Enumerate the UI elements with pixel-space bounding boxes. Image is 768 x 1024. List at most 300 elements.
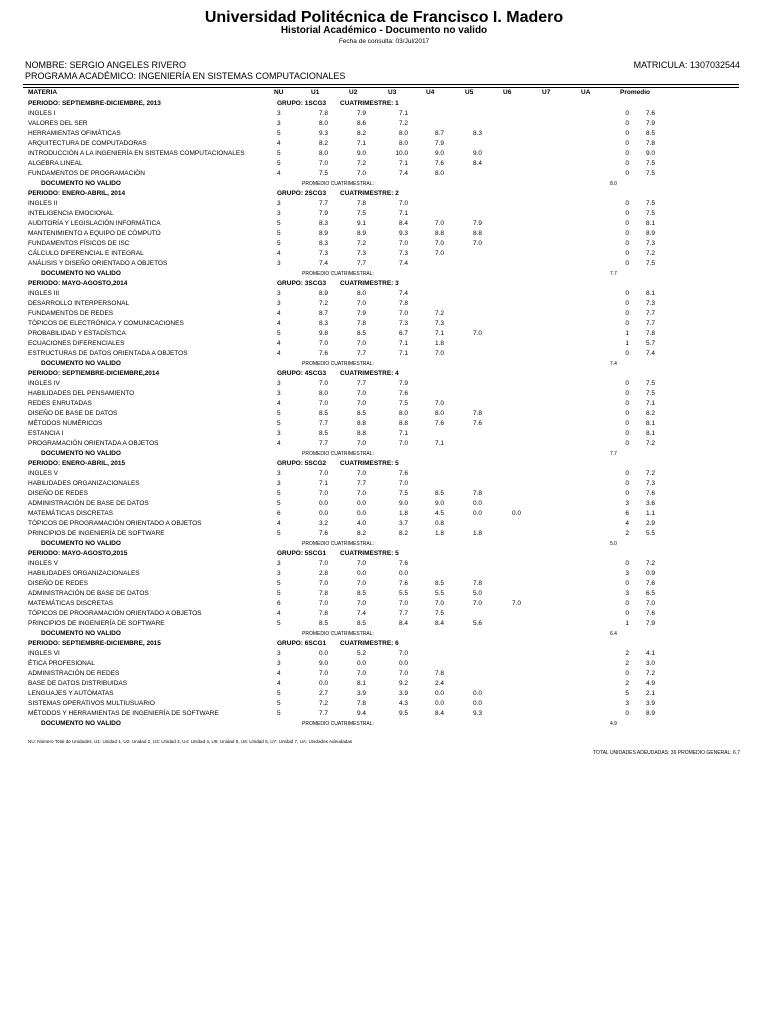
subject-row — [0, 439, 768, 449]
grade-u2: 7.7 — [356, 260, 366, 267]
grade-u2: 0.0 — [356, 500, 366, 507]
subject-row — [0, 499, 768, 509]
units-owed: 0 — [625, 440, 629, 447]
grade-u3: 7.0 — [398, 240, 408, 247]
subject-row — [0, 569, 768, 579]
subject-row — [0, 259, 768, 269]
grade-u1: 7.7 — [318, 420, 328, 427]
grade-u3: 7.7 — [398, 610, 408, 617]
promedio-cuatrimestral-label: PROMEDIO CUATRIMESTRAL: — [302, 541, 374, 547]
grade-u3: 0.0 — [398, 570, 408, 577]
grade-u3: 7.0 — [398, 200, 408, 207]
grade-u3: 7.1 — [398, 350, 408, 357]
units-total: 4 — [277, 350, 281, 357]
units-owed: 1 — [625, 330, 629, 337]
grade-u3: 8.0 — [398, 130, 408, 137]
units-total: 4 — [277, 520, 281, 527]
grade-u3: 7.3 — [398, 320, 408, 327]
units-owed: 2 — [625, 530, 629, 537]
units-total: 5 — [277, 590, 281, 597]
promedio-cuatrimestral-label: PROMEDIO CUATRIMESTRAL: — [302, 361, 374, 367]
units-total: 5 — [277, 500, 281, 507]
subject-row — [0, 219, 768, 229]
subject-average: 3.6 — [646, 500, 656, 507]
subject-row — [0, 679, 768, 689]
totals-summary: TOTAL UNIDADES ADEUDADAS: 36 PROMEDIO GENERAL: 6.7 — [593, 750, 740, 756]
subject-average: 7.0 — [646, 600, 656, 607]
grade-u3: 7.0 — [398, 670, 408, 677]
subject-row — [0, 609, 768, 619]
units-total: 3 — [277, 650, 281, 657]
promedio-cuatrimestral-value: 7.4 — [610, 361, 617, 367]
units-owed: 1 — [625, 340, 629, 347]
grade-u1: 7.1 — [318, 480, 328, 487]
subject-name: FUNDAMENTOS DE REDES — [28, 310, 114, 317]
units-owed: 0 — [625, 560, 629, 567]
units-owed: 3 — [625, 700, 629, 707]
subject-name: SISTEMAS OPERATIVOS MULTIUSUARIO — [28, 700, 155, 707]
units-owed: 0 — [625, 430, 629, 437]
promedio-cuatrimestral-value: 8.0 — [610, 181, 617, 187]
units-total: 5 — [277, 150, 281, 157]
grade-u4: 7.0 — [434, 250, 444, 257]
subject-average: 7.5 — [646, 210, 656, 217]
subject-row — [0, 289, 768, 299]
subject-row — [0, 429, 768, 439]
grade-u2: 7.9 — [356, 310, 366, 317]
subject-name: INGLES V — [28, 560, 58, 567]
grade-u4: 1.8 — [434, 530, 444, 537]
units-total: 6 — [277, 510, 281, 517]
subject-row — [0, 339, 768, 349]
period-label: PERIODO: SEPTIEMBRE-DICIEMBRE,2014 — [28, 370, 160, 377]
grade-u3: 6.7 — [398, 330, 408, 337]
grade-u5: 7.8 — [472, 490, 482, 497]
grade-u1: 8.5 — [318, 430, 328, 437]
subject-row — [0, 709, 768, 719]
subject-average: 3.9 — [646, 700, 656, 707]
grade-u2: 7.0 — [356, 170, 366, 177]
grade-u5: 7.9 — [472, 220, 482, 227]
subject-average: 7.5 — [646, 160, 656, 167]
subject-row — [0, 139, 768, 149]
grade-u4: 8.4 — [434, 710, 444, 717]
units-total: 5 — [277, 490, 281, 497]
subject-row — [0, 209, 768, 219]
grade-u1: 9.3 — [318, 130, 328, 137]
grade-u2: 7.7 — [356, 380, 366, 387]
grade-u2: 7.8 — [356, 700, 366, 707]
period-header — [0, 279, 768, 289]
group-label: GRUPO: 5SCG1 — [277, 550, 327, 557]
units-total: 5 — [277, 240, 281, 247]
grade-u2: 7.2 — [356, 160, 366, 167]
units-total: 4 — [277, 250, 281, 257]
subject-row — [0, 489, 768, 499]
grade-u1: 7.8 — [318, 610, 328, 617]
grade-u3: 7.6 — [398, 560, 408, 567]
grade-u1: 7.0 — [318, 600, 328, 607]
units-owed: 0 — [625, 420, 629, 427]
legend-footnote: NU: Número Total de Unidades, U1: Unidad 1, U2: Unidad 2, U3: Unidad 3, U4: Unidad 4, U5: Unidad 5, U6: Unidad 6, U7: Unidad 7, UA: Unidades Adeudadas — [28, 739, 353, 744]
grade-u1: 7.8 — [318, 110, 328, 117]
grade-u2: 0.0 — [356, 510, 366, 517]
subject-name: MATEMÁTICAS DISCRETAS — [28, 510, 113, 517]
period-header — [0, 459, 768, 469]
units-total: 4 — [277, 680, 281, 687]
grade-u3: 9.2 — [398, 680, 408, 687]
subject-name: ANÁLISIS Y DISEÑO ORIENTADO A OBJETOS — [28, 260, 168, 267]
grade-u4: 7.8 — [434, 670, 444, 677]
period-header — [0, 189, 768, 199]
group-label: GRUPO: 3SCG3 — [277, 280, 327, 287]
grade-u3: 8.4 — [398, 620, 408, 627]
document-invalid-row — [0, 359, 768, 369]
subject-row — [0, 689, 768, 699]
grade-u2: 7.0 — [356, 670, 366, 677]
grade-u3: 7.1 — [398, 110, 408, 117]
period-header — [0, 639, 768, 649]
group-label: GRUPO: 6SCG1 — [277, 640, 327, 647]
grade-u1: 0.0 — [318, 500, 328, 507]
promedio-cuatrimestral-value: 7.7 — [610, 451, 617, 457]
units-total: 4 — [277, 340, 281, 347]
grade-u2: 7.7 — [356, 480, 366, 487]
subject-row — [0, 229, 768, 239]
subject-name: DISEÑO DE BASE DE DATOS — [28, 410, 118, 417]
grade-u3: 5.5 — [398, 590, 408, 597]
subject-average: 7.9 — [646, 120, 656, 127]
units-total: 3 — [277, 560, 281, 567]
cuatrimestre-label: CUATRIMESTRE: 3 — [340, 280, 399, 287]
grade-u3: 8.8 — [398, 420, 408, 427]
grade-u4: 5.5 — [434, 590, 444, 597]
subject-name: INGLES IV — [28, 380, 60, 387]
subject-average: 7.3 — [646, 240, 656, 247]
subject-name: INTRODUCCIÓN A LA INGENIERÍA EN SISTEMAS COMPUTACIONALES — [28, 150, 245, 157]
units-total: 3 — [277, 430, 281, 437]
promedio-cuatrimestral-label: PROMEDIO CUATRIMESTRAL: — [302, 451, 374, 457]
subject-average: 7.6 — [646, 610, 656, 617]
grade-u5: 8.4 — [472, 160, 482, 167]
grade-u2: 7.4 — [356, 610, 366, 617]
subject-average: 7.2 — [646, 250, 656, 257]
subject-average: 7.3 — [646, 480, 656, 487]
document-invalid-label: DOCUMENTO NO VALIDO — [41, 270, 121, 277]
subject-average: 3.0 — [646, 660, 656, 667]
col-materia: MATERIA — [28, 89, 58, 96]
subject-row — [0, 659, 768, 669]
grade-u1: 8.7 — [318, 310, 328, 317]
grade-u4: 7.6 — [434, 420, 444, 427]
grade-u2: 7.0 — [356, 300, 366, 307]
subject-name: MANTENIMIENTO A EQUIPO DE CÓMPUTO — [28, 230, 161, 237]
grade-u2: 9.4 — [356, 710, 366, 717]
grade-u1: 7.7 — [318, 710, 328, 717]
subject-average: 4.9 — [646, 680, 656, 687]
units-total: 3 — [277, 200, 281, 207]
grade-u3: 3.9 — [398, 690, 408, 697]
subject-name: TÓPICOS DE ELECTRÓNICA Y COMUNICACIONES — [28, 320, 184, 327]
grade-u1: 7.0 — [318, 380, 328, 387]
units-owed: 0 — [625, 490, 629, 497]
promedio-cuatrimestral-label: PROMEDIO CUATRIMESTRAL: — [302, 631, 374, 637]
grade-u2: 8.2 — [356, 130, 366, 137]
grade-u6: 7.0 — [511, 600, 521, 607]
subject-row — [0, 389, 768, 399]
col-u7: U7 — [542, 89, 551, 96]
subject-row — [0, 599, 768, 609]
subject-name: LENGUAJES Y AUTÓMATAS — [28, 690, 114, 697]
units-owed: 1 — [625, 620, 629, 627]
units-total: 3 — [277, 210, 281, 217]
subject-name: ADMINISTRACIÓN DE BASE DE DATOS — [28, 590, 149, 597]
subject-row — [0, 559, 768, 569]
grade-u3: 7.5 — [398, 400, 408, 407]
grade-u3: 7.1 — [398, 430, 408, 437]
period-header — [0, 99, 768, 109]
grade-u1: 7.9 — [318, 210, 328, 217]
subject-average: 8.1 — [646, 430, 656, 437]
units-owed: 0 — [625, 240, 629, 247]
grade-u1: 7.0 — [318, 340, 328, 347]
subject-average: 7.5 — [646, 200, 656, 207]
grade-u2: 8.2 — [356, 530, 366, 537]
period-header — [0, 369, 768, 379]
grade-u4: 8.5 — [434, 490, 444, 497]
subject-name: FUNDAMENTOS DE PROGRAMACIÓN — [28, 170, 145, 177]
units-total: 6 — [277, 600, 281, 607]
units-total: 5 — [277, 330, 281, 337]
grade-u3: 7.2 — [398, 120, 408, 127]
col-u6: U6 — [503, 89, 512, 96]
document-invalid-row — [0, 719, 768, 729]
subject-average: 7.5 — [646, 260, 656, 267]
grade-u3: 7.0 — [398, 310, 408, 317]
units-total: 3 — [277, 380, 281, 387]
grade-u1: 8.2 — [318, 140, 328, 147]
units-owed: 0 — [625, 300, 629, 307]
grade-u3: 7.3 — [398, 250, 408, 257]
grade-u2: 3.9 — [356, 690, 366, 697]
subject-row — [0, 699, 768, 709]
grade-u2: 8.9 — [356, 230, 366, 237]
student-name: NOMBRE: SERGIO ANGELES RIVERO — [25, 60, 187, 70]
grade-u2: 7.0 — [356, 400, 366, 407]
subject-average: 7.8 — [646, 330, 656, 337]
grade-u1: 2.8 — [318, 570, 328, 577]
subject-row — [0, 419, 768, 429]
subject-row — [0, 119, 768, 129]
subject-name: TÓPICOS DE PROGRAMACIÓN ORIENTADO A OBJETOS — [28, 610, 202, 617]
subject-name: INGLES V — [28, 470, 58, 477]
promedio-cuatrimestral-label: PROMEDIO CUATRIMESTRAL: — [302, 181, 374, 187]
subject-name: ARQUITECTURA DE COMPUTADORAS — [28, 140, 147, 147]
grade-u1: 7.6 — [318, 530, 328, 537]
units-total: 5 — [277, 710, 281, 717]
subject-name: PRINCIPIOS DE INGENIERÍA DE SOFTWARE — [28, 620, 165, 627]
subject-name: MATEMÁTICAS DISCRETAS — [28, 600, 113, 607]
units-owed: 0 — [625, 470, 629, 477]
grade-u2: 7.0 — [356, 470, 366, 477]
grade-u4: 4.5 — [434, 510, 444, 517]
units-total: 5 — [277, 620, 281, 627]
subject-name: INGLES I — [28, 110, 56, 117]
promedio-cuatrimestral-value: 4.9 — [610, 721, 617, 727]
grade-u4: 7.2 — [434, 310, 444, 317]
grade-u1: 3.2 — [318, 520, 328, 527]
units-owed: 0 — [625, 130, 629, 137]
units-total: 4 — [277, 670, 281, 677]
units-owed: 0 — [625, 710, 629, 717]
grade-u1: 8.3 — [318, 240, 328, 247]
student-matricula: MATRICULA: 1307032544 — [633, 60, 740, 70]
grade-u5: 7.8 — [472, 580, 482, 587]
grade-u2: 7.0 — [356, 580, 366, 587]
subject-row — [0, 149, 768, 159]
grade-u5: 7.0 — [472, 240, 482, 247]
document-invalid-label: DOCUMENTO NO VALIDO — [41, 180, 121, 187]
grade-u2: 7.0 — [356, 440, 366, 447]
units-owed: 3 — [625, 590, 629, 597]
grade-u5: 8.3 — [472, 130, 482, 137]
grade-u2: 8.5 — [356, 330, 366, 337]
subject-average: 7.9 — [646, 620, 656, 627]
grade-u2: 7.2 — [356, 240, 366, 247]
units-total: 3 — [277, 470, 281, 477]
grade-u1: 7.5 — [318, 170, 328, 177]
grade-u3: 4.3 — [398, 700, 408, 707]
grade-u3: 1.8 — [398, 510, 408, 517]
grade-u3: 7.6 — [398, 470, 408, 477]
subject-row — [0, 669, 768, 679]
subject-average: 1.1 — [646, 510, 656, 517]
subject-average: 8.1 — [646, 220, 656, 227]
grade-u1: 2.7 — [318, 690, 328, 697]
grade-u1: 8.5 — [318, 620, 328, 627]
document-invalid-row — [0, 179, 768, 189]
subject-row — [0, 519, 768, 529]
subject-name: ECUACIONES DIFERENCIALES — [28, 340, 125, 347]
grade-u1: 7.6 — [318, 350, 328, 357]
col-nu: NU — [274, 89, 284, 96]
subject-name: PRINCIPIOS DE INGENIERÍA DE SOFTWARE — [28, 530, 165, 537]
units-owed: 0 — [625, 390, 629, 397]
grade-u4: 7.1 — [434, 330, 444, 337]
subject-average: 6.5 — [646, 590, 656, 597]
period-label: PERIODO: ENERO-ABRIL, 2015 — [28, 460, 126, 467]
grade-u5: 0.0 — [472, 690, 482, 697]
units-owed: 0 — [625, 670, 629, 677]
col-promedio: Promedio — [620, 89, 650, 96]
grade-u2: 7.7 — [356, 350, 366, 357]
units-total: 5 — [277, 160, 281, 167]
subject-name: ESTANCIA I — [28, 430, 64, 437]
promedio-cuatrimestral-value: 6.4 — [610, 631, 617, 637]
units-total: 5 — [277, 230, 281, 237]
grade-u1: 8.0 — [318, 390, 328, 397]
units-owed: 0 — [625, 480, 629, 487]
subject-row — [0, 579, 768, 589]
col-u5: U5 — [465, 89, 474, 96]
grade-u4: 7.6 — [434, 160, 444, 167]
subject-name: INTELIGENCIA EMOCIONAL — [28, 210, 114, 217]
grade-u3: 7.8 — [398, 300, 408, 307]
subject-name: ADMINISTRACIÓN DE BASE DE DATOS — [28, 500, 149, 507]
units-total: 3 — [277, 110, 281, 117]
document-invalid-label: DOCUMENTO NO VALIDO — [41, 360, 121, 367]
units-total: 4 — [277, 610, 281, 617]
grade-u4: 7.0 — [434, 600, 444, 607]
grade-u1: 8.5 — [318, 410, 328, 417]
subject-name: DESARROLLO INTERPERSONAL — [28, 300, 130, 307]
subject-row — [0, 199, 768, 209]
col-u1: U1 — [311, 89, 320, 96]
units-total: 4 — [277, 440, 281, 447]
grade-u2: 7.8 — [356, 320, 366, 327]
grade-u3: 7.0 — [398, 600, 408, 607]
document-invalid-label: DOCUMENTO NO VALIDO — [41, 720, 121, 727]
transcript-table — [0, 99, 768, 729]
subject-average: 8.9 — [646, 710, 656, 717]
subject-average: 4.1 — [646, 650, 656, 657]
grade-u2: 8.8 — [356, 420, 366, 427]
grade-u4: 8.0 — [434, 410, 444, 417]
units-total: 4 — [277, 310, 281, 317]
column-header-row — [0, 88, 768, 98]
grade-u2: 7.3 — [356, 250, 366, 257]
grade-u2: 9.1 — [356, 220, 366, 227]
units-owed: 0 — [625, 250, 629, 257]
units-total: 4 — [277, 170, 281, 177]
grade-u3: 7.4 — [398, 260, 408, 267]
cuatrimestre-label: CUATRIMESTRE: 5 — [340, 550, 399, 557]
grade-u1: 9.0 — [318, 660, 328, 667]
subject-average: 7.3 — [646, 300, 656, 307]
subject-name: PROGRAMACIÓN ORIENTADA A OBJETOS — [28, 440, 159, 447]
grade-u3: 10.0 — [395, 150, 408, 157]
grade-u1: 7.7 — [318, 200, 328, 207]
grade-u2: 7.5 — [356, 210, 366, 217]
grade-u3: 7.4 — [398, 290, 408, 297]
document-invalid-label: DOCUMENTO NO VALIDO — [41, 450, 121, 457]
cuatrimestre-label: CUATRIMESTRE: 5 — [340, 460, 399, 467]
subject-name: ÉTICA PROFESIONAL — [28, 660, 95, 667]
units-total: 5 — [277, 130, 281, 137]
grade-u3: 7.9 — [398, 380, 408, 387]
grade-u2: 5.2 — [356, 650, 366, 657]
subject-average: 2.9 — [646, 520, 656, 527]
units-total: 5 — [277, 220, 281, 227]
units-owed: 0 — [625, 290, 629, 297]
units-owed: 0 — [625, 150, 629, 157]
grade-u3: 7.0 — [398, 440, 408, 447]
units-total: 4 — [277, 320, 281, 327]
grade-u4: 9.0 — [434, 150, 444, 157]
subject-row — [0, 329, 768, 339]
period-header — [0, 549, 768, 559]
period-label: PERIODO: ENERO-ABRIL, 2014 — [28, 190, 126, 197]
grade-u5: 8.8 — [472, 230, 482, 237]
grade-u5: 7.0 — [472, 330, 482, 337]
subject-average: 8.9 — [646, 230, 656, 237]
grade-u2: 7.0 — [356, 390, 366, 397]
grade-u5: 7.8 — [472, 410, 482, 417]
promedio-cuatrimestral-label: PROMEDIO CUATRIMESTRAL: — [302, 271, 374, 277]
grade-u2: 8.5 — [356, 620, 366, 627]
grade-u3: 7.6 — [398, 390, 408, 397]
promedio-cuatrimestral-value: 7.7 — [610, 271, 617, 277]
